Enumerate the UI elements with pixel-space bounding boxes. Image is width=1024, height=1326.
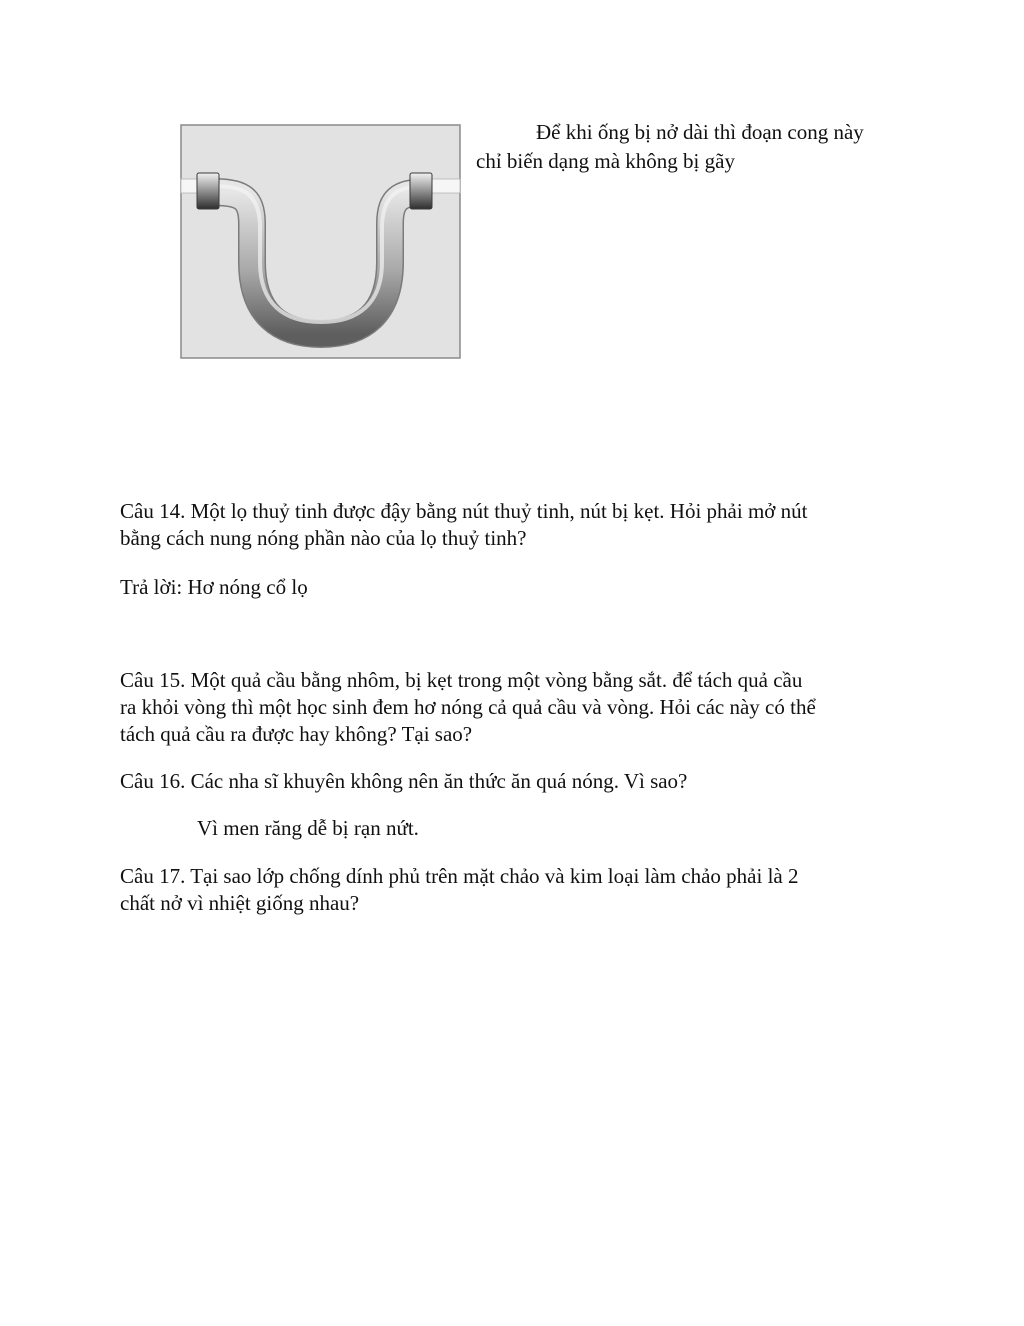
u-bend-pipe-illustration bbox=[180, 124, 462, 360]
pipe-expansion-figure bbox=[180, 124, 462, 360]
answer-14-text: Trả lời: Hơ nóng cổ lọ bbox=[120, 575, 308, 599]
question-15 bbox=[120, 667, 910, 748]
answer-16 bbox=[197, 815, 987, 842]
caption-line-1: Để khi ống bị nở dài thì đoạn cong này bbox=[536, 120, 864, 144]
question-17-line-2: chất nở vì nhiệt giống nhau? bbox=[120, 891, 360, 915]
right-clamp bbox=[410, 173, 432, 209]
figure-caption bbox=[476, 118, 916, 176]
answer-14 bbox=[120, 574, 910, 601]
answer-16-text: Vì men răng dễ bị rạn nứt. bbox=[197, 816, 419, 840]
question-16 bbox=[120, 768, 910, 795]
question-15-line-3: tách quả cầu ra được hay không? Tại sao? bbox=[120, 722, 473, 746]
caption-line-2: chỉ biến dạng mà không bị gãy bbox=[476, 149, 735, 173]
question-16-line-1: Câu 16. Các nha sĩ khuyên không nên ăn thức ăn quá nóng. Vì sao? bbox=[120, 769, 688, 793]
question-15-line-1: Câu 15. Một quả cầu bằng nhôm, bị kẹt trong một vòng bằng sắt. để tách quả cầu bbox=[120, 668, 803, 692]
question-14 bbox=[120, 498, 910, 552]
question-15-line-2: ra khỏi vòng thì một học sinh đem hơ nóng cả quả cầu và vòng. Hỏi các này có thể bbox=[120, 695, 816, 719]
question-17 bbox=[120, 863, 910, 917]
question-14-line-2: bằng cách nung nóng phần nào của lọ thuỷ tinh? bbox=[120, 526, 527, 550]
question-17-line-1: Câu 17. Tại sao lớp chống dính phủ trên mặt chảo và kim loại làm chảo phải là 2 bbox=[120, 864, 799, 888]
left-clamp bbox=[197, 173, 219, 209]
question-14-line-1: Câu 14. Một lọ thuỷ tinh được đậy bằng nút thuỷ tinh, nút bị kẹt. Hỏi phải mở nút bbox=[120, 499, 808, 523]
